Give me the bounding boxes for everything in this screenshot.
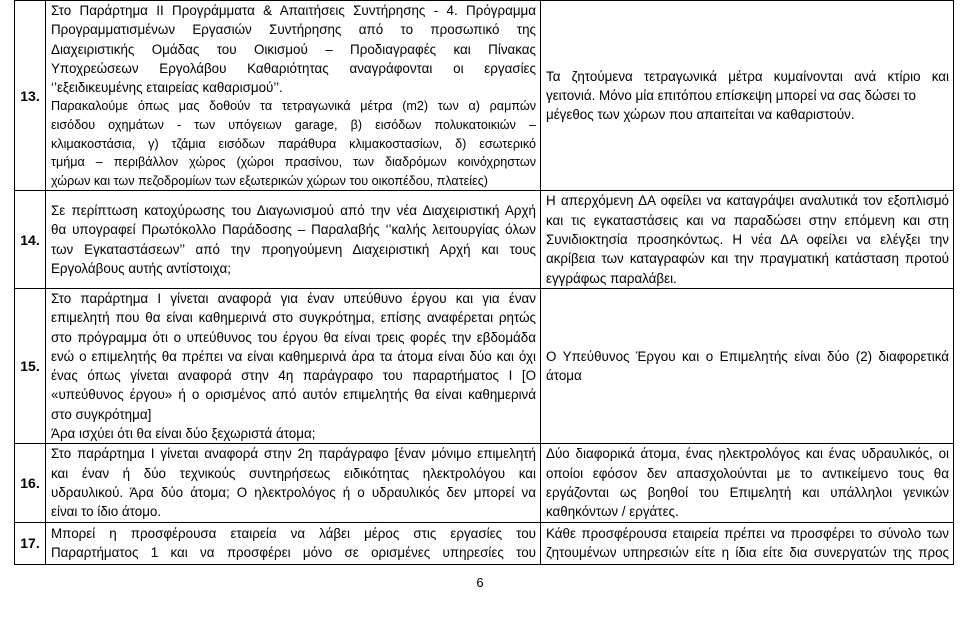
question-line: Σε περίπτωση κατοχύρωσης του Διαγωνισμού από την νέα Διαχειριστική Αρχή <box>51 203 536 219</box>
answer-line: Δύο διαφορικά άτομα, ένας ηλεκτρολόγος και ένας υδραυλικός, οι <box>546 446 949 462</box>
question-line: Μπορεί η προσφέρουσα εταιρεία να λάβει μέρος στις εργασίες του <box>51 525 536 541</box>
table-row <box>15 444 954 522</box>
question-line: Άρα ισχύει ότι θα είναι δύο ξεχωριστά άτομα; <box>51 426 316 442</box>
table-row <box>15 1 954 191</box>
question-cell <box>46 522 541 564</box>
question-line: είναι το ίδιο άτομο. <box>51 504 162 520</box>
answer-line: ακρίβεια των καταγραφών και την πραγματική κατάσταση προτού <box>546 251 949 267</box>
table-row <box>15 191 954 288</box>
question-line: θα υπογραφεί Πρωτόκολλο Παράδοσης – Παραλαβής ‘’καλής λειτουργίας όλων <box>51 222 536 238</box>
question-line: υδραυλικού. Άρα δύο άτομα; Ο ηλεκτρολόγος ή ο υδραυλικός δεν μπορεί να <box>51 484 536 500</box>
answer-line: ζητουμένων υπηρεσιών είτε η ίδια είτε δια συνεργατών της προς <box>546 545 949 560</box>
row-number: 17. <box>15 522 46 564</box>
answer-line: Ο Υπεύθυνος Έργου και ο Επιμελητής είναι δύο (2) διαφορετικά <box>546 348 949 364</box>
answer-cell <box>541 1 954 191</box>
question-line: Στο Παράρτημα ΙΙ Προγράμματα & Απαιτήσεις Συντήρησης - 4. Πρόγραμμα <box>51 3 536 18</box>
answer-line: οποίοι εφόσον δεν απασχολούνται με το αντικείμενο τους θα <box>546 465 949 481</box>
answer-line: Συνιδιοκτησία προσηκόντως. Η νέα ΔΑ οφείλει να ελέγξει την <box>546 232 949 248</box>
question-cell <box>46 191 541 288</box>
question-line: των Εγκαταστάσεων’’ από την προηγούμενη Διαχειριστική Αρχή και τους <box>51 241 536 257</box>
answer-line: καθηκόντων / εργάτες. <box>546 504 679 520</box>
question-line: Υποχρεώσεων Εργολάβου Καθαριότητας αναγράφονται οι εργασίες <box>51 60 536 76</box>
row-number: 13. <box>15 1 46 191</box>
answer-line: άτομα <box>546 368 582 384</box>
question-line: Στο παράρτημα Ι γίνεται αναφορά για έναν υπεύθυνο έργου και για έναν <box>51 290 536 306</box>
answer-line: Η απερχόμενη ΔΑ οφείλει να καταγράψει αναλυτικά τον εξοπλισμό <box>546 193 949 209</box>
answer-line: και τις εγκαταστάσεις και να παραδώσει στην επόμενη και στη <box>546 212 949 228</box>
answer-cell <box>541 288 954 443</box>
question-line: Προγραμματισμένων Εργασιών Συντήρησης από το προσωπικό της <box>51 22 536 38</box>
row-number: 15. <box>15 288 46 443</box>
question-line: Εργολάβους αυτής αντίστοιχα; <box>51 260 231 276</box>
answer-line: Κάθε προσφέρουσα εταιρεία πρέπει να προσφέρει το σύνολο των <box>546 525 949 541</box>
question-line: ‘’εξειδικευμένης εταιρείας καθαρισμού’’. <box>51 80 283 96</box>
question-line: τμήμα – περιβάλλον χώρος (χώροι πρασίνου, των διαδρόμων κοινόχρηστων <box>51 155 536 170</box>
answer-line: μέγεθος των χώρων που απαιτείται να καθαριστούν. <box>546 107 855 123</box>
answer-line: εγγράφως παραλάβει. <box>546 270 677 286</box>
question-line: Παρακαλούμε όπως μας δοθούν τα τετραγωνικά μέτρα (m2) των α) ραμπών <box>51 99 536 114</box>
question-line: στο πρόγραμμα ότι ο υπεύθυνος του έργου θα είναι τρεις φορές την εβδομάδα <box>51 329 536 345</box>
answer-line: γειτονιά. Μόνο μία επιτόπου επίσκεψη μπορεί να σας δώσει το <box>546 88 916 104</box>
question-line: επιμελητή που θα είναι καθημερινά στο συγκρότημα, επίσης αναφέρεται ρητώς <box>51 310 536 326</box>
qa-table <box>14 0 954 565</box>
question-cell <box>46 288 541 443</box>
question-line: εισόδου οχημάτων - των υπόγειων garage, β) εισόδων πολυκατοικιών – <box>51 118 536 133</box>
page-number: 6 <box>476 575 484 590</box>
question-line: στο συγκρότημα] <box>51 406 152 422</box>
answer-line: Τα ζητούμενα τετραγωνικά μέτρα κυμαίνονται ανά κτίριο και <box>546 68 949 84</box>
answer-line: εργάζονται ως βοηθοί του Επιμελητή και υπάλληλοι γενικών <box>546 484 949 500</box>
question-line: «υπεύθυνος έργου» ή ο ορισμένος από αυτόν επιμελητής θα είναι καθημερινά <box>51 387 536 403</box>
question-line: Διαχειριστικής Ομάδας του Οικισμού – Προδιαγραφές και Πίνακας <box>51 41 536 57</box>
question-cell <box>46 1 541 191</box>
question-line: ενώ ο επιμελητής θα πρέπει να είναι καθημερινά άρα τα άτομα είναι δύο και όχι <box>51 348 536 364</box>
row-number: 16. <box>15 444 46 522</box>
question-line: Παραρτήματος 1 και να προσφέρει μόνο σε ορισμένες υπηρεσίες του <box>51 545 536 560</box>
question-cell <box>46 444 541 522</box>
answer-cell <box>541 444 954 522</box>
row-number: 14. <box>15 191 46 288</box>
table-row <box>15 522 954 564</box>
answer-cell <box>541 522 954 564</box>
answer-cell <box>541 191 954 288</box>
table-row <box>15 288 954 443</box>
question-line: και έναν ή δύο τεχνικούς συντηρήσεως ειδικότητας ηλεκτρολόγου και <box>51 465 536 481</box>
question-line: χώρων και των πεζοδρομίων των εξωτερικών χώρων του οικοπέδου, πλατείες) <box>51 173 488 188</box>
question-line: ένας όπως γίνεται αναφορά στην 4η παράγραφο του παραρτήματος Ι [Ο <box>51 368 536 384</box>
question-line: κλιμακοστάσια, γ) τζάμια εισόδων παράθυρα κλιμακοστασίων, δ) εσωτερικό <box>51 136 536 151</box>
question-line: Στο παράρτημα Ι γίνεται αναφορά στην 2η παράγραφο [έναν μόνιμο επιμελητή <box>51 446 536 462</box>
